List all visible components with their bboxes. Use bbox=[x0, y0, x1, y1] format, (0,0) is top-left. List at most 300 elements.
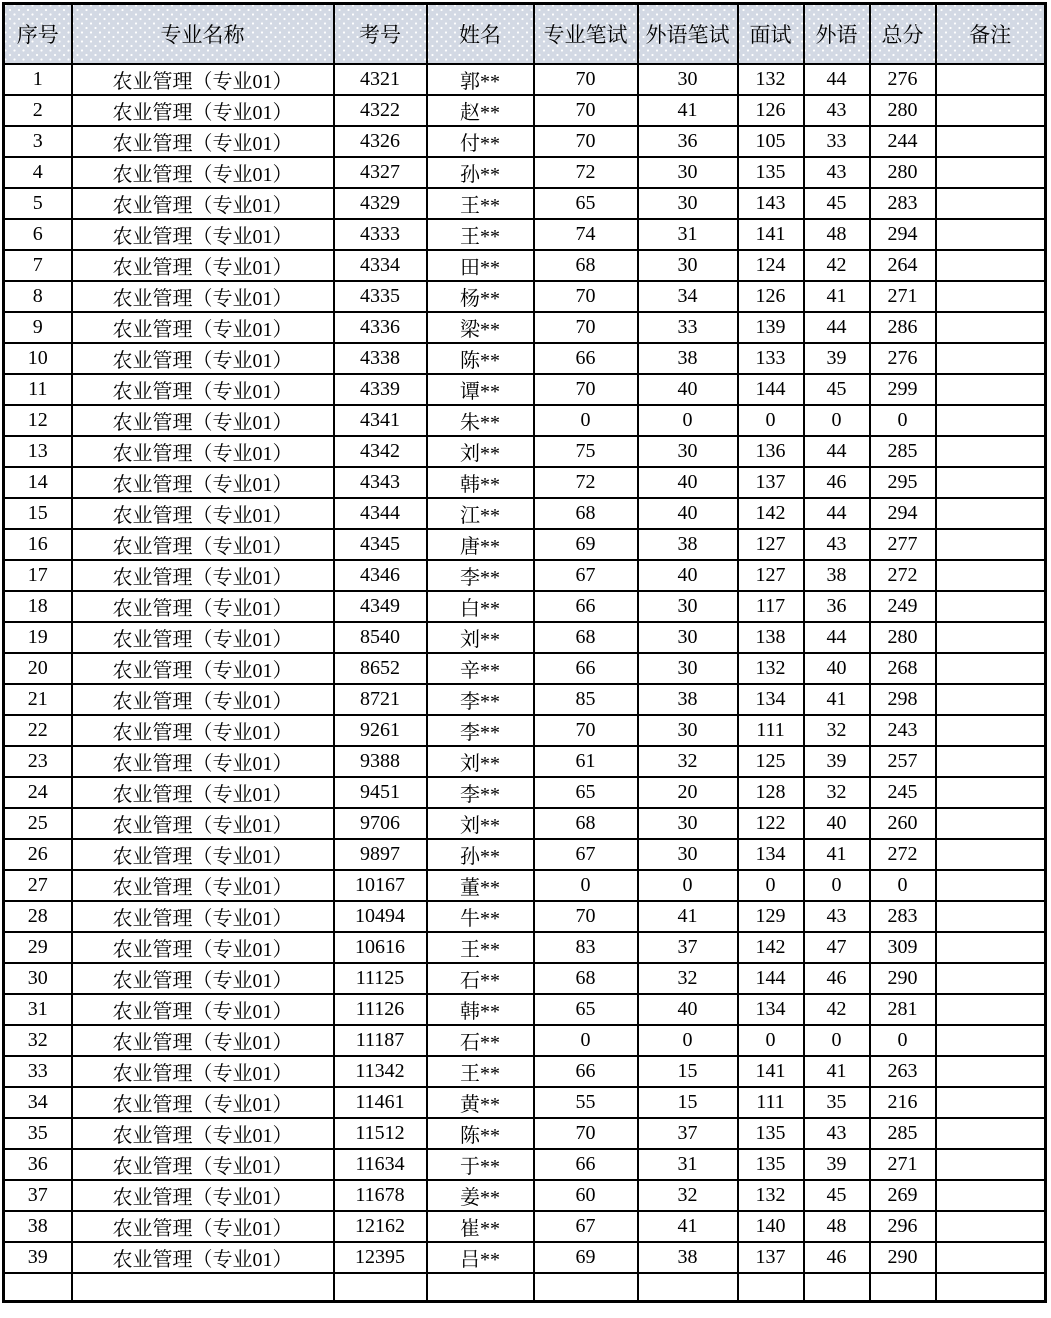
cell-major-name: 农业管理（专业01） bbox=[72, 653, 334, 684]
cell-interview-score: 134 bbox=[738, 684, 804, 715]
cell-foreign-written-score: 0 bbox=[638, 1025, 738, 1056]
cell-interview-score: 128 bbox=[738, 777, 804, 808]
cell-remark bbox=[936, 777, 1046, 808]
cell-total-score: 272 bbox=[870, 560, 936, 591]
table-body bbox=[4, 64, 1046, 1302]
cell-exam-number: 4344 bbox=[334, 498, 427, 529]
cell-remark bbox=[936, 932, 1046, 963]
cell-exam-number: 4346 bbox=[334, 560, 427, 591]
cell-major-name: 农业管理（专业01） bbox=[72, 467, 334, 498]
cell-index: 35 bbox=[4, 1118, 72, 1149]
cell-index: 4 bbox=[4, 157, 72, 188]
cell-remark bbox=[936, 1025, 1046, 1056]
table-row bbox=[4, 188, 1046, 219]
table-row bbox=[4, 64, 1046, 95]
cell-exam-number: 11126 bbox=[334, 994, 427, 1025]
cell-name: 陈** bbox=[427, 343, 534, 374]
cell-remark bbox=[936, 498, 1046, 529]
cell-major-name: 农业管理（专业01） bbox=[72, 95, 334, 126]
cell-exam-number: 4335 bbox=[334, 281, 427, 312]
cell-major-name: 农业管理（专业01） bbox=[72, 281, 334, 312]
cell-major-name: 农业管理（专业01） bbox=[72, 1118, 334, 1149]
cell-exam-number: 12162 bbox=[334, 1211, 427, 1242]
cell-foreign-written-score: 37 bbox=[638, 932, 738, 963]
cell-exam-number: 11634 bbox=[334, 1149, 427, 1180]
cell-major-name: 农业管理（专业01） bbox=[72, 777, 334, 808]
cell-major-written-score: 70 bbox=[534, 374, 638, 405]
cell-remark bbox=[936, 467, 1046, 498]
cell-name bbox=[427, 1273, 534, 1302]
cell-major-name: 农业管理（专业01） bbox=[72, 932, 334, 963]
cell-foreign-written-score: 40 bbox=[638, 994, 738, 1025]
cell-interview-score: 134 bbox=[738, 994, 804, 1025]
cell-foreign-score: 41 bbox=[804, 839, 870, 870]
table-row bbox=[4, 1087, 1046, 1118]
cell-major-name: 农业管理（专业01） bbox=[72, 219, 334, 250]
cell-remark bbox=[936, 622, 1046, 653]
cell-index: 25 bbox=[4, 808, 72, 839]
cell-remark bbox=[936, 1211, 1046, 1242]
header-major-written: 专业笔试 bbox=[534, 4, 638, 65]
cell-total-score: 299 bbox=[870, 374, 936, 405]
cell-exam-number: 4338 bbox=[334, 343, 427, 374]
cell-foreign-score: 36 bbox=[804, 591, 870, 622]
cell-exam-number: 9261 bbox=[334, 715, 427, 746]
cell-foreign-written-score: 36 bbox=[638, 126, 738, 157]
cell-major-name: 农业管理（专业01） bbox=[72, 963, 334, 994]
cell-major-written-score: 55 bbox=[534, 1087, 638, 1118]
cell-major-name: 农业管理（专业01） bbox=[72, 1149, 334, 1180]
cell-remark bbox=[936, 1056, 1046, 1087]
cell-remark bbox=[936, 250, 1046, 281]
cell-total-score: 269 bbox=[870, 1180, 936, 1211]
cell-foreign-score: 41 bbox=[804, 281, 870, 312]
cell-exam-number: 12395 bbox=[334, 1242, 427, 1273]
cell-exam-number: 4322 bbox=[334, 95, 427, 126]
cell-remark bbox=[936, 1273, 1046, 1302]
cell-remark bbox=[936, 219, 1046, 250]
cell-major-written-score: 83 bbox=[534, 932, 638, 963]
cell-name: 江** bbox=[427, 498, 534, 529]
cell-index: 18 bbox=[4, 591, 72, 622]
cell-major-name: 农业管理（专业01） bbox=[72, 684, 334, 715]
cell-interview-score: 138 bbox=[738, 622, 804, 653]
cell-name: 崔** bbox=[427, 1211, 534, 1242]
cell-total-score: 285 bbox=[870, 436, 936, 467]
cell-name: 王** bbox=[427, 219, 534, 250]
table-row bbox=[4, 467, 1046, 498]
cell-remark bbox=[936, 715, 1046, 746]
cell-total-score bbox=[870, 1273, 936, 1302]
table-row bbox=[4, 219, 1046, 250]
cell-total-score: 290 bbox=[870, 963, 936, 994]
cell-foreign-written-score bbox=[638, 1273, 738, 1302]
cell-foreign-written-score: 30 bbox=[638, 436, 738, 467]
cell-remark bbox=[936, 1087, 1046, 1118]
cell-foreign-written-score: 30 bbox=[638, 157, 738, 188]
cell-name: 唐** bbox=[427, 529, 534, 560]
cell-index: 24 bbox=[4, 777, 72, 808]
cell-foreign-score: 43 bbox=[804, 1118, 870, 1149]
cell-total-score: 296 bbox=[870, 1211, 936, 1242]
cell-remark bbox=[936, 374, 1046, 405]
cell-remark bbox=[936, 64, 1046, 95]
cell-index: 21 bbox=[4, 684, 72, 715]
cell-major-written-score: 65 bbox=[534, 188, 638, 219]
cell-index: 33 bbox=[4, 1056, 72, 1087]
cell-index: 23 bbox=[4, 746, 72, 777]
cell-foreign-score: 32 bbox=[804, 777, 870, 808]
table-row bbox=[4, 157, 1046, 188]
cell-exam-number: 10494 bbox=[334, 901, 427, 932]
cell-interview-score: 0 bbox=[738, 405, 804, 436]
cell-foreign-written-score: 38 bbox=[638, 343, 738, 374]
cell-foreign-score: 41 bbox=[804, 1056, 870, 1087]
cell-foreign-written-score: 30 bbox=[638, 188, 738, 219]
cell-exam-number: 11342 bbox=[334, 1056, 427, 1087]
cell-remark bbox=[936, 126, 1046, 157]
cell-interview-score: 135 bbox=[738, 157, 804, 188]
cell-major-written-score: 0 bbox=[534, 405, 638, 436]
cell-major-written-score: 68 bbox=[534, 250, 638, 281]
cell-major-written-score: 66 bbox=[534, 343, 638, 374]
cell-total-score: 272 bbox=[870, 839, 936, 870]
cell-major-written-score: 0 bbox=[534, 870, 638, 901]
table-row bbox=[4, 281, 1046, 312]
table-row bbox=[4, 808, 1046, 839]
cell-foreign-written-score: 38 bbox=[638, 529, 738, 560]
cell-index: 30 bbox=[4, 963, 72, 994]
cell-name: 王** bbox=[427, 1056, 534, 1087]
cell-exam-number: 11678 bbox=[334, 1180, 427, 1211]
cell-major-written-score: 65 bbox=[534, 994, 638, 1025]
cell-index: 15 bbox=[4, 498, 72, 529]
cell-foreign-score: 32 bbox=[804, 715, 870, 746]
cell-major-name: 农业管理（专业01） bbox=[72, 870, 334, 901]
cell-interview-score: 132 bbox=[738, 1180, 804, 1211]
cell-major-name: 农业管理（专业01） bbox=[72, 157, 334, 188]
table-row bbox=[4, 591, 1046, 622]
table-row bbox=[4, 1149, 1046, 1180]
cell-foreign-score: 43 bbox=[804, 157, 870, 188]
cell-major-written-score: 60 bbox=[534, 1180, 638, 1211]
cell-index: 34 bbox=[4, 1087, 72, 1118]
cell-remark bbox=[936, 901, 1046, 932]
cell-name: 朱** bbox=[427, 405, 534, 436]
cell-interview-score: 126 bbox=[738, 95, 804, 126]
header-foreign-written: 外语笔试 bbox=[638, 4, 738, 65]
cell-index: 39 bbox=[4, 1242, 72, 1273]
cell-name: 梁** bbox=[427, 312, 534, 343]
cell-index: 28 bbox=[4, 901, 72, 932]
cell-major-written-score: 65 bbox=[534, 777, 638, 808]
cell-major-name: 农业管理（专业01） bbox=[72, 64, 334, 95]
cell-major-written-score: 69 bbox=[534, 1242, 638, 1273]
cell-remark bbox=[936, 839, 1046, 870]
cell-total-score: 0 bbox=[870, 870, 936, 901]
cell-remark bbox=[936, 870, 1046, 901]
cell-interview-score: 144 bbox=[738, 963, 804, 994]
cell-exam-number: 4321 bbox=[334, 64, 427, 95]
cell-foreign-written-score: 0 bbox=[638, 405, 738, 436]
cell-remark bbox=[936, 1118, 1046, 1149]
cell-total-score: 271 bbox=[870, 281, 936, 312]
table-row bbox=[4, 777, 1046, 808]
cell-foreign-written-score: 30 bbox=[638, 250, 738, 281]
cell-remark bbox=[936, 343, 1046, 374]
table-row bbox=[4, 374, 1046, 405]
cell-foreign-written-score: 0 bbox=[638, 870, 738, 901]
cell-index: 9 bbox=[4, 312, 72, 343]
cell-foreign-score: 42 bbox=[804, 994, 870, 1025]
cell-foreign-score: 33 bbox=[804, 126, 870, 157]
cell-index: 20 bbox=[4, 653, 72, 684]
cell-major-name: 农业管理（专业01） bbox=[72, 839, 334, 870]
cell-name: 韩** bbox=[427, 467, 534, 498]
cell-foreign-score: 0 bbox=[804, 1025, 870, 1056]
cell-major-name: 农业管理（专业01） bbox=[72, 529, 334, 560]
cell-exam-number: 10167 bbox=[334, 870, 427, 901]
cell-exam-number: 9706 bbox=[334, 808, 427, 839]
cell-foreign-written-score: 31 bbox=[638, 1149, 738, 1180]
cell-index: 10 bbox=[4, 343, 72, 374]
cell-index: 29 bbox=[4, 932, 72, 963]
cell-total-score: 290 bbox=[870, 1242, 936, 1273]
cell-index: 12 bbox=[4, 405, 72, 436]
table-row bbox=[4, 312, 1046, 343]
cell-foreign-score: 43 bbox=[804, 95, 870, 126]
cell-total-score: 271 bbox=[870, 1149, 936, 1180]
table-row bbox=[4, 994, 1046, 1025]
table-row bbox=[4, 126, 1046, 157]
cell-foreign-written-score: 33 bbox=[638, 312, 738, 343]
cell-foreign-score: 44 bbox=[804, 498, 870, 529]
cell-name: 黄** bbox=[427, 1087, 534, 1118]
cell-foreign-score: 35 bbox=[804, 1087, 870, 1118]
cell-foreign-written-score: 20 bbox=[638, 777, 738, 808]
cell-index: 7 bbox=[4, 250, 72, 281]
cell-interview-score: 0 bbox=[738, 1025, 804, 1056]
cell-major-name: 农业管理（专业01） bbox=[72, 746, 334, 777]
cell-foreign-score: 39 bbox=[804, 1149, 870, 1180]
cell-name: 孙** bbox=[427, 839, 534, 870]
cell-interview-score: 140 bbox=[738, 1211, 804, 1242]
cell-exam-number: 4336 bbox=[334, 312, 427, 343]
table-row bbox=[4, 870, 1046, 901]
cell-interview-score: 124 bbox=[738, 250, 804, 281]
cell-exam-number: 8540 bbox=[334, 622, 427, 653]
cell-name: 韩** bbox=[427, 994, 534, 1025]
cell-foreign-score: 44 bbox=[804, 436, 870, 467]
cell-foreign-score: 45 bbox=[804, 374, 870, 405]
cell-total-score: 294 bbox=[870, 219, 936, 250]
cell-total-score: 281 bbox=[870, 994, 936, 1025]
cell-total-score: 283 bbox=[870, 188, 936, 219]
cell-remark bbox=[936, 157, 1046, 188]
cell-exam-number: 4343 bbox=[334, 467, 427, 498]
cell-total-score: 283 bbox=[870, 901, 936, 932]
cell-total-score: 249 bbox=[870, 591, 936, 622]
cell-interview-score: 136 bbox=[738, 436, 804, 467]
cell-foreign-score: 38 bbox=[804, 560, 870, 591]
cell-interview-score: 143 bbox=[738, 188, 804, 219]
cell-foreign-written-score: 30 bbox=[638, 653, 738, 684]
cell-total-score: 245 bbox=[870, 777, 936, 808]
cell-foreign-written-score: 30 bbox=[638, 64, 738, 95]
cell-interview-score: 135 bbox=[738, 1118, 804, 1149]
cell-major-written-score: 66 bbox=[534, 653, 638, 684]
cell-foreign-score: 48 bbox=[804, 219, 870, 250]
cell-exam-number: 9897 bbox=[334, 839, 427, 870]
cell-index: 32 bbox=[4, 1025, 72, 1056]
cell-major-written-score: 67 bbox=[534, 560, 638, 591]
partial-row bbox=[4, 1273, 1046, 1302]
cell-interview-score: 137 bbox=[738, 1242, 804, 1273]
cell-foreign-score: 43 bbox=[804, 901, 870, 932]
cell-index: 6 bbox=[4, 219, 72, 250]
cell-index: 36 bbox=[4, 1149, 72, 1180]
cell-major-name: 农业管理（专业01） bbox=[72, 188, 334, 219]
cell-index: 16 bbox=[4, 529, 72, 560]
cell-foreign-written-score: 41 bbox=[638, 1211, 738, 1242]
cell-total-score: 280 bbox=[870, 95, 936, 126]
cell-major-written-score: 70 bbox=[534, 715, 638, 746]
header-row bbox=[4, 4, 1046, 65]
cell-interview-score: 111 bbox=[738, 1087, 804, 1118]
cell-remark bbox=[936, 436, 1046, 467]
cell-total-score: 0 bbox=[870, 1025, 936, 1056]
cell-foreign-score: 45 bbox=[804, 1180, 870, 1211]
cell-index: 22 bbox=[4, 715, 72, 746]
cell-interview-score: 127 bbox=[738, 560, 804, 591]
cell-foreign-score: 44 bbox=[804, 64, 870, 95]
cell-remark bbox=[936, 1149, 1046, 1180]
cell-foreign-score: 46 bbox=[804, 467, 870, 498]
cell-interview-score: 117 bbox=[738, 591, 804, 622]
cell-name: 王** bbox=[427, 932, 534, 963]
header-interview: 面试 bbox=[738, 4, 804, 65]
cell-interview-score: 126 bbox=[738, 281, 804, 312]
cell-interview-score: 132 bbox=[738, 653, 804, 684]
cell-exam-number: 4341 bbox=[334, 405, 427, 436]
cell-remark bbox=[936, 529, 1046, 560]
cell-index: 37 bbox=[4, 1180, 72, 1211]
cell-interview-score: 0 bbox=[738, 870, 804, 901]
cell-exam-number: 11512 bbox=[334, 1118, 427, 1149]
cell-remark bbox=[936, 963, 1046, 994]
cell-major-written-score: 68 bbox=[534, 622, 638, 653]
cell-major-name: 农业管理（专业01） bbox=[72, 1025, 334, 1056]
cell-total-score: 280 bbox=[870, 157, 936, 188]
header-major-name: 专业名称 bbox=[72, 4, 334, 65]
cell-major-name: 农业管理（专业01） bbox=[72, 591, 334, 622]
cell-foreign-score: 40 bbox=[804, 653, 870, 684]
cell-remark bbox=[936, 405, 1046, 436]
cell-foreign-written-score: 40 bbox=[638, 498, 738, 529]
table-row bbox=[4, 1211, 1046, 1242]
cell-interview-score: 142 bbox=[738, 932, 804, 963]
cell-major-written-score: 70 bbox=[534, 95, 638, 126]
cell-index: 31 bbox=[4, 994, 72, 1025]
cell-total-score: 294 bbox=[870, 498, 936, 529]
cell-exam-number: 4345 bbox=[334, 529, 427, 560]
cell-major-written-score: 70 bbox=[534, 281, 638, 312]
cell-interview-score bbox=[738, 1273, 804, 1302]
cell-foreign-written-score: 37 bbox=[638, 1118, 738, 1149]
cell-major-written-score: 66 bbox=[534, 1149, 638, 1180]
table-row bbox=[4, 1025, 1046, 1056]
cell-index: 38 bbox=[4, 1211, 72, 1242]
cell-name: 石** bbox=[427, 963, 534, 994]
table-row bbox=[4, 529, 1046, 560]
header-total-score: 总分 bbox=[870, 4, 936, 65]
cell-total-score: 280 bbox=[870, 622, 936, 653]
admission-score-table bbox=[2, 2, 1047, 1303]
cell-exam-number: 11125 bbox=[334, 963, 427, 994]
cell-total-score: 257 bbox=[870, 746, 936, 777]
cell-name: 付** bbox=[427, 126, 534, 157]
cell-major-name: 农业管理（专业01） bbox=[72, 312, 334, 343]
cell-total-score: 244 bbox=[870, 126, 936, 157]
cell-index: 3 bbox=[4, 126, 72, 157]
cell-name: 赵** bbox=[427, 95, 534, 126]
cell-foreign-written-score: 34 bbox=[638, 281, 738, 312]
cell-major-written-score: 70 bbox=[534, 126, 638, 157]
cell-interview-score: 111 bbox=[738, 715, 804, 746]
cell-exam-number: 9451 bbox=[334, 777, 427, 808]
cell-major-written-score: 72 bbox=[534, 157, 638, 188]
table-row bbox=[4, 343, 1046, 374]
cell-foreign-written-score: 38 bbox=[638, 684, 738, 715]
cell-major-written-score: 66 bbox=[534, 591, 638, 622]
table-row bbox=[4, 250, 1046, 281]
cell-total-score: 216 bbox=[870, 1087, 936, 1118]
cell-interview-score: 127 bbox=[738, 529, 804, 560]
cell-interview-score: 132 bbox=[738, 64, 804, 95]
cell-foreign-score: 0 bbox=[804, 405, 870, 436]
cell-major-written-score: 68 bbox=[534, 808, 638, 839]
header-name: 姓名 bbox=[427, 4, 534, 65]
cell-major-name: 农业管理（专业01） bbox=[72, 1180, 334, 1211]
cell-remark bbox=[936, 560, 1046, 591]
table-row bbox=[4, 1180, 1046, 1211]
cell-foreign-score: 41 bbox=[804, 684, 870, 715]
cell-exam-number: 4329 bbox=[334, 188, 427, 219]
cell-total-score: 277 bbox=[870, 529, 936, 560]
cell-major-written-score: 74 bbox=[534, 219, 638, 250]
cell-foreign-score: 48 bbox=[804, 1211, 870, 1242]
cell-exam-number: 10616 bbox=[334, 932, 427, 963]
cell-remark bbox=[936, 684, 1046, 715]
table-header bbox=[4, 4, 1046, 65]
cell-foreign-written-score: 40 bbox=[638, 467, 738, 498]
cell-major-written-score: 66 bbox=[534, 1056, 638, 1087]
cell-major-name: 农业管理（专业01） bbox=[72, 622, 334, 653]
cell-major-name: 农业管理（专业01） bbox=[72, 1211, 334, 1242]
cell-index: 27 bbox=[4, 870, 72, 901]
cell-total-score: 0 bbox=[870, 405, 936, 436]
cell-name: 姜** bbox=[427, 1180, 534, 1211]
cell-remark bbox=[936, 808, 1046, 839]
cell-name: 辛** bbox=[427, 653, 534, 684]
cell-name: 于** bbox=[427, 1149, 534, 1180]
cell-exam-number: 4326 bbox=[334, 126, 427, 157]
cell-major-name: 农业管理（专业01） bbox=[72, 498, 334, 529]
cell-exam-number: 8721 bbox=[334, 684, 427, 715]
table-row bbox=[4, 653, 1046, 684]
cell-major-name bbox=[72, 1273, 334, 1302]
cell-foreign-score: 44 bbox=[804, 312, 870, 343]
